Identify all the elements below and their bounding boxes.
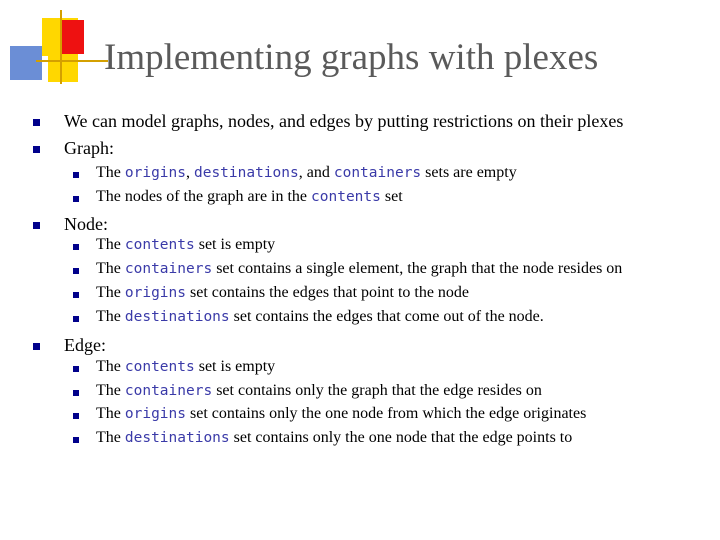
text-segment: set contains only the one node from which the edge originates — [185, 405, 587, 422]
list-item-node — [64, 214, 108, 235]
text-segment: The — [96, 284, 125, 301]
keyword-contents: contents — [311, 189, 381, 205]
text-segment: set is empty — [194, 358, 276, 375]
bullet-marker — [73, 292, 79, 298]
bullet-marker — [73, 390, 79, 396]
text-segment: set contains only the one node that the edge points to — [229, 429, 573, 446]
bullet-marker — [73, 268, 79, 274]
text-segment: set contains the edges that point to the node — [185, 284, 470, 301]
list-item-edge-origins — [96, 405, 586, 423]
text-segment: The — [96, 429, 125, 446]
list-item-edge-containers — [96, 382, 542, 400]
bullet-marker — [33, 343, 40, 350]
list-item-node-origins — [96, 284, 469, 302]
list-item-graph-sets-empty — [96, 164, 517, 182]
keyword-contents: contents — [124, 359, 195, 375]
text-segment: , and — [298, 164, 334, 181]
text-segment: set contains the edges that come out of the node. — [229, 308, 544, 325]
bullet-marker — [33, 222, 40, 229]
bullet-marker — [73, 244, 79, 250]
bullet-marker — [73, 413, 79, 419]
list-item-graph-contents — [96, 188, 403, 206]
text-segment: , — [185, 164, 194, 181]
text-segment: The — [96, 236, 125, 253]
bullet-marker — [73, 196, 79, 202]
list-item-node-destinations — [96, 308, 544, 326]
bullet-marker — [73, 437, 79, 443]
list-item-node-containers — [96, 260, 622, 278]
keyword-destinations: destinations — [124, 309, 230, 325]
keyword-origins: origins — [124, 406, 186, 422]
text-segment: The — [96, 164, 125, 181]
slide-title: Implementing graphs with plexes — [104, 37, 599, 78]
text-segment: The — [96, 405, 125, 422]
text-segment: set — [380, 188, 403, 205]
text-segment: set contains a single element, the graph that the node resides on — [212, 260, 623, 277]
keyword-containers: containers — [124, 383, 213, 399]
logo-vertical-line — [60, 10, 62, 84]
logo-blue-square — [10, 46, 42, 80]
keyword-containers: containers — [333, 165, 422, 181]
item-label-node: Node: — [64, 214, 108, 234]
list-item-edge — [64, 335, 106, 356]
text-segment: The — [96, 260, 125, 277]
text-segment: The nodes of the graph are in the — [96, 188, 312, 205]
keyword-origins: origins — [124, 165, 186, 181]
keyword-destinations: destinations — [124, 430, 230, 446]
list-item-graph — [64, 138, 114, 159]
slide-logo — [0, 0, 110, 90]
bullet-marker — [73, 172, 79, 178]
logo-horizontal-line — [36, 60, 108, 62]
list-item-edge-destinations — [96, 429, 572, 447]
text-segment: set is empty — [194, 236, 276, 253]
keyword-origins: origins — [124, 285, 186, 301]
item-label-edge: Edge: — [64, 335, 106, 355]
bullet-marker — [33, 119, 40, 126]
text-segment: The — [96, 382, 125, 399]
logo-red-square — [60, 20, 84, 54]
keyword-destinations: destinations — [193, 165, 299, 181]
keyword-contents: contents — [124, 237, 195, 253]
list-item-model — [64, 111, 623, 132]
list-item-node-contents — [96, 236, 275, 254]
bullet-marker — [73, 316, 79, 322]
text-segment: sets are empty — [421, 164, 517, 181]
keyword-containers: containers — [124, 261, 213, 277]
item-label-graph: Graph: — [64, 138, 114, 158]
text-segment: set contains only the graph that the edge resides on — [212, 382, 542, 399]
bullet-marker — [73, 366, 79, 372]
bullet-marker — [33, 146, 40, 153]
text-segment: The — [96, 308, 125, 325]
list-item-edge-contents — [96, 358, 275, 376]
item-text: We can model graphs, nodes, and edges by putting restrictions on their plexes — [64, 111, 624, 131]
text-segment: The — [96, 358, 125, 375]
